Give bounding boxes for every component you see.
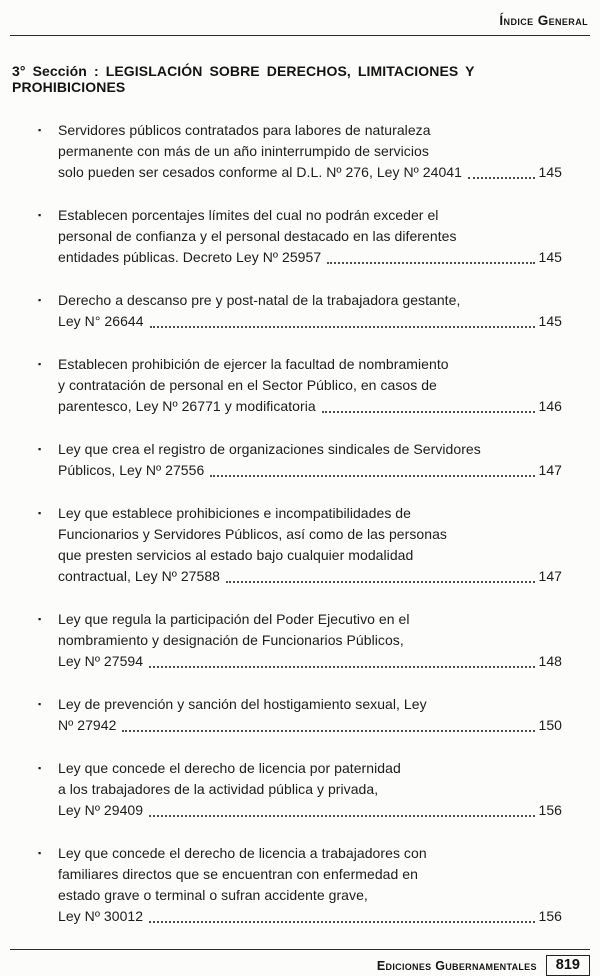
toc-entry bbox=[38, 694, 562, 736]
entry-line: Ley de prevención y sanción del hostigamiento sexual, Ley bbox=[58, 696, 427, 712]
entry-line: Servidores públicos contratados para labores de naturaleza bbox=[58, 122, 431, 138]
dot-leader bbox=[150, 311, 536, 328]
entry-line: familiares directos que se encuentran con enfermedad en bbox=[58, 866, 418, 882]
page-number: 156 bbox=[538, 802, 562, 818]
entry-line: Establecen prohibición de ejercer la facultad de nombramiento bbox=[58, 356, 449, 372]
dot-leader bbox=[327, 247, 535, 264]
entry-line: estado grave o terminal o sufran accidente grave, bbox=[58, 887, 368, 903]
entry-line: Ley que crea el registro de organizaciones sindicales de Servidores bbox=[58, 441, 481, 457]
toc-entry bbox=[38, 290, 562, 332]
bullet-icon: ▪ bbox=[38, 848, 42, 858]
page-number: 148 bbox=[538, 653, 562, 669]
page-number: 156 bbox=[538, 908, 562, 924]
entry-last-line bbox=[58, 247, 562, 268]
entry-last-line bbox=[58, 906, 562, 927]
bullet-icon: ▪ bbox=[38, 125, 42, 135]
publisher-name: Ediciones Gubernamentales bbox=[376, 958, 537, 973]
bullet-icon: ▪ bbox=[38, 444, 42, 454]
header-title: Índice General bbox=[499, 13, 588, 28]
bullet-icon: ▪ bbox=[38, 614, 42, 624]
entry-line: Ley N° 26644 bbox=[58, 313, 144, 329]
dot-leader bbox=[210, 460, 535, 477]
toc-list bbox=[10, 120, 590, 949]
entry-line: Establecen porcentajes límites del cual no podrán exceder el bbox=[58, 207, 439, 223]
entry-last-line bbox=[58, 566, 562, 587]
page-number: 145 bbox=[538, 249, 562, 265]
section-title: 3° Sección : LEGISLACIÓN SOBRE DERECHOS, LIMITACIONES Y PROHIBICIONES bbox=[12, 63, 475, 95]
entry-line: Ley Nº 29409 bbox=[58, 802, 144, 818]
entry-line: Funcionarios y Servidores Públicos, así como de las personas bbox=[58, 526, 447, 542]
page-number: 145 bbox=[538, 164, 562, 180]
dot-leader bbox=[322, 396, 536, 413]
dot-leader bbox=[149, 906, 535, 923]
entry-last-line bbox=[58, 715, 562, 736]
entry-line: Ley que concede el derecho de licencia a trabajadores con bbox=[58, 845, 427, 861]
page-number: 147 bbox=[538, 462, 562, 478]
bullet-icon: ▪ bbox=[38, 699, 42, 709]
entry-line: contractual, Ley Nº 27588 bbox=[58, 568, 221, 584]
bullet-icon: ▪ bbox=[38, 210, 42, 220]
entry-line: Nº 27942 bbox=[58, 717, 117, 733]
entry-line: nombramiento y designación de Funcionarios Públicos, bbox=[58, 632, 404, 648]
bullet-icon: ▪ bbox=[38, 359, 42, 369]
toc-entry bbox=[38, 843, 562, 927]
entry-line: solo pueden ser cesados conforme al D.L. Nº 276, Ley Nº 24041 bbox=[58, 164, 462, 180]
toc-entry bbox=[38, 609, 562, 672]
entry-last-line bbox=[58, 396, 562, 417]
entry-line: y contratación de personal en el Sector Público, en casos de bbox=[58, 377, 437, 393]
page-number: 150 bbox=[538, 717, 562, 733]
dot-leader bbox=[468, 162, 536, 179]
entry-line: parentesco, Ley Nº 26771 y modificatoria bbox=[58, 398, 316, 414]
bullet-icon: ▪ bbox=[38, 295, 42, 305]
entry-line: Públicos, Ley Nº 27556 bbox=[58, 462, 205, 478]
dot-leader bbox=[226, 566, 535, 583]
toc-entry bbox=[38, 205, 562, 268]
toc-entry bbox=[38, 503, 562, 587]
entry-last-line bbox=[58, 651, 562, 672]
bullet-icon: ▪ bbox=[38, 763, 42, 773]
entry-last-line bbox=[58, 311, 562, 332]
entry-last-line bbox=[58, 800, 562, 821]
entry-line: personal de confianza y el personal destacado en las diferentes bbox=[58, 228, 457, 244]
toc-entry bbox=[38, 439, 562, 481]
page-footer bbox=[10, 949, 590, 976]
entry-line: a los trabajadores de la actividad pública y privada, bbox=[58, 781, 379, 797]
dot-leader bbox=[122, 715, 535, 732]
entry-line: Ley que establece prohibiciones e incompatibilidades de bbox=[58, 505, 411, 521]
entry-line: Ley Nº 30012 bbox=[58, 908, 144, 924]
entry-line: permanente con más de un año ininterrumpido de servicios bbox=[58, 143, 429, 159]
entry-line: Ley Nº 27594 bbox=[58, 653, 144, 669]
page-number: 147 bbox=[538, 568, 562, 584]
entry-line: Ley que regula la participación del Poder Ejecutivo en el bbox=[58, 611, 410, 627]
page-number: 146 bbox=[538, 398, 562, 414]
page-header bbox=[10, 10, 590, 36]
entry-last-line bbox=[58, 162, 562, 183]
toc-entry bbox=[38, 120, 562, 183]
entry-line: que presten servicios al estado bajo cualquier modalidad bbox=[58, 547, 414, 563]
toc-entry bbox=[38, 758, 562, 821]
bullet-icon: ▪ bbox=[38, 508, 42, 518]
entry-line: Ley que concede el derecho de licencia por paternidad bbox=[58, 760, 401, 776]
entry-line: entidades públicas. Decreto Ley Nº 25957 bbox=[58, 249, 322, 265]
entry-last-line bbox=[58, 460, 562, 481]
page-number: 145 bbox=[538, 313, 562, 329]
entry-line: Derecho a descanso pre y post-natal de la trabajadora gestante, bbox=[58, 292, 461, 308]
dot-leader bbox=[149, 651, 535, 668]
toc-entry bbox=[38, 354, 562, 417]
page-number-badge: 819 bbox=[546, 955, 590, 976]
dot-leader bbox=[149, 800, 535, 817]
